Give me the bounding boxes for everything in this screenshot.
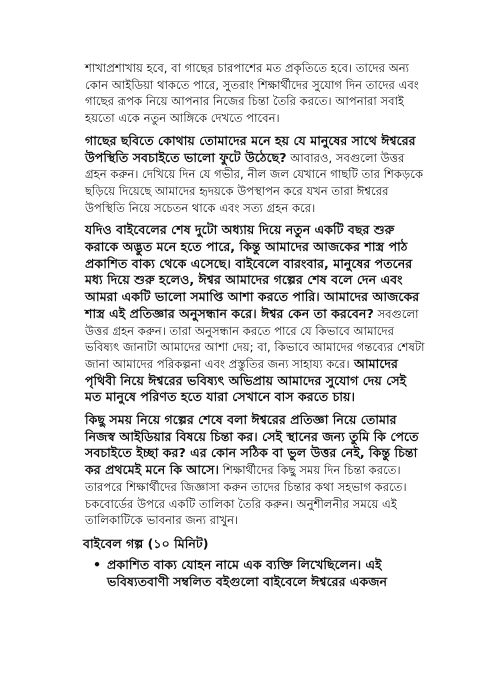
paragraph-text: আবারও, সবগুলো উত্তর গ্রহন করুন। দেখিয়ে দিন যে গভীর, নীল জল যেখানে গাছটি তার শিকড়কে ছড়িয়ে দিয়েছে আমাদের হৃদয়কে উপস্থাপন করে যখন তারা ঈশ্বরের উপস্থিতি নিয়ে সচেতন থাকে এবং সত্য গ্রহন করে। <box>85 150 424 215</box>
bullet-list <box>85 556 425 590</box>
paragraph-text: সবগুলো উত্তর গ্রহন করুন। তারা অনুসন্ধান করতে পারে যে কিভাবে আমাদের ভবিষ্যৎ জানাটা আমাদের আশা দেয়; বা, কিভাবে আমাদের গন্তব্যের শেষটা জানা আমাদের পরিকল্পনা এবং প্রস্তুতির জন্য সাহায্য করে। <box>85 306 425 371</box>
paragraph-text: শিক্ষার্থীদের কিছু সময় দিন চিন্তা করতে। তারপরে শিক্ষার্থীদের জিজ্ঞাসা করুন তাদের চিন্তার কথা সহভাগ করতে। চকবোর্ডের উপরে একটি তালিকা তৈরি করুন। অনুশীলনীর সময়ে এই তালিকাটিকে ভাবনার জন্য রাখুন। <box>85 463 407 528</box>
paragraph-presence-question <box>85 133 425 217</box>
bold-text: যদিও বাইবেলের শেষ দুটো অধ্যায় দিয়ে নতুন একটি বছর শুরু করাকে অদ্ভুত মনে হতে পারে, কিন্তু আমাদের আজকের শাস্ত্র পাঠ প্রকাশিত বাক্য থেকে এসেছে। বাইবেলে বারংবার, মানুষের পতনের মধ্য দিয়ে শুরু হলেও, ঈশ্বর আমাদের গল্পের শেষ বলে দেন এবং আমরা একটি ভালো সমাপ্তি আশা করতে পারি। আমাদের আজকের শাস্ত্র এই প্রতিজ্ঞার অনুসন্ধান করে। ঈশ্বর কেন তা করবেন? <box>85 222 420 321</box>
section-heading-bible-story: বাইবেল গল্প (১০ মিনিট) <box>83 535 209 551</box>
paragraph-text: শাখাপ্রশাখায় হবে, বা গাছের চারপাশের মত প্রকৃতিতে হবে। তাদের অন্য কোন আইডিয়া থাকতে পারে, সুতরাং শিক্ষার্থীদের সুযোগ দিন তাদের এবং গাছের রূপক নিয়ে আপনার নিজের চিন্তা তৈরি করতে। আপনারা সবাই হয়তো একে নতুন আঙ্গিকে দেখতে পাবেন। <box>85 61 419 126</box>
list-item-text: প্রকাশিত বাক্য যোহন নামে এক ব্যক্তি লিখেছিলেন। এই ভবিষ্যতবাণী সম্বলিত বইগুলো বাইবেলে ঈশ্বরের একজন <box>107 556 388 589</box>
paragraph-revelation-intro <box>85 222 425 406</box>
bullet-icon: • <box>93 556 102 572</box>
paragraph-metaphor <box>85 60 425 127</box>
bold-prompt: কিছু সময় নিয়ে গল্পের শেষে বলা ঈশ্বরের প্রতিজ্ঞা নিয়ে তোমার নিজস্ব আইডিয়ার বিষয়ে চিন্তা কর। সেই স্থানের জন্য তুমি কি পেতে সবচাইতে ইচ্ছা কর? এর কোন সঠিক বা ভুল উত্তর নেই, কিন্তু চিন্তা কর প্রথমেই মনে কি আসে। <box>85 412 419 478</box>
bold-question: গাছের ছবিতে কোথায় তোমাদের মনে হয় যে মানুষের সাথে ঈশ্বরের উপস্থিতি সবচাইতে ভালো ফুটে উঠেছে? <box>85 132 416 165</box>
paragraph-reflection <box>85 412 425 529</box>
bold-text: আমাদের পৃথিবী নিয়ে ঈশ্বরের ভবিষ্যৎ অভিপ্রায় আমাদের সুযোগ দেয় সেই মত মানুষে পরিণত হতে যারা সেখানে বাস করতে চায়। <box>85 355 407 405</box>
list-item <box>93 556 425 590</box>
